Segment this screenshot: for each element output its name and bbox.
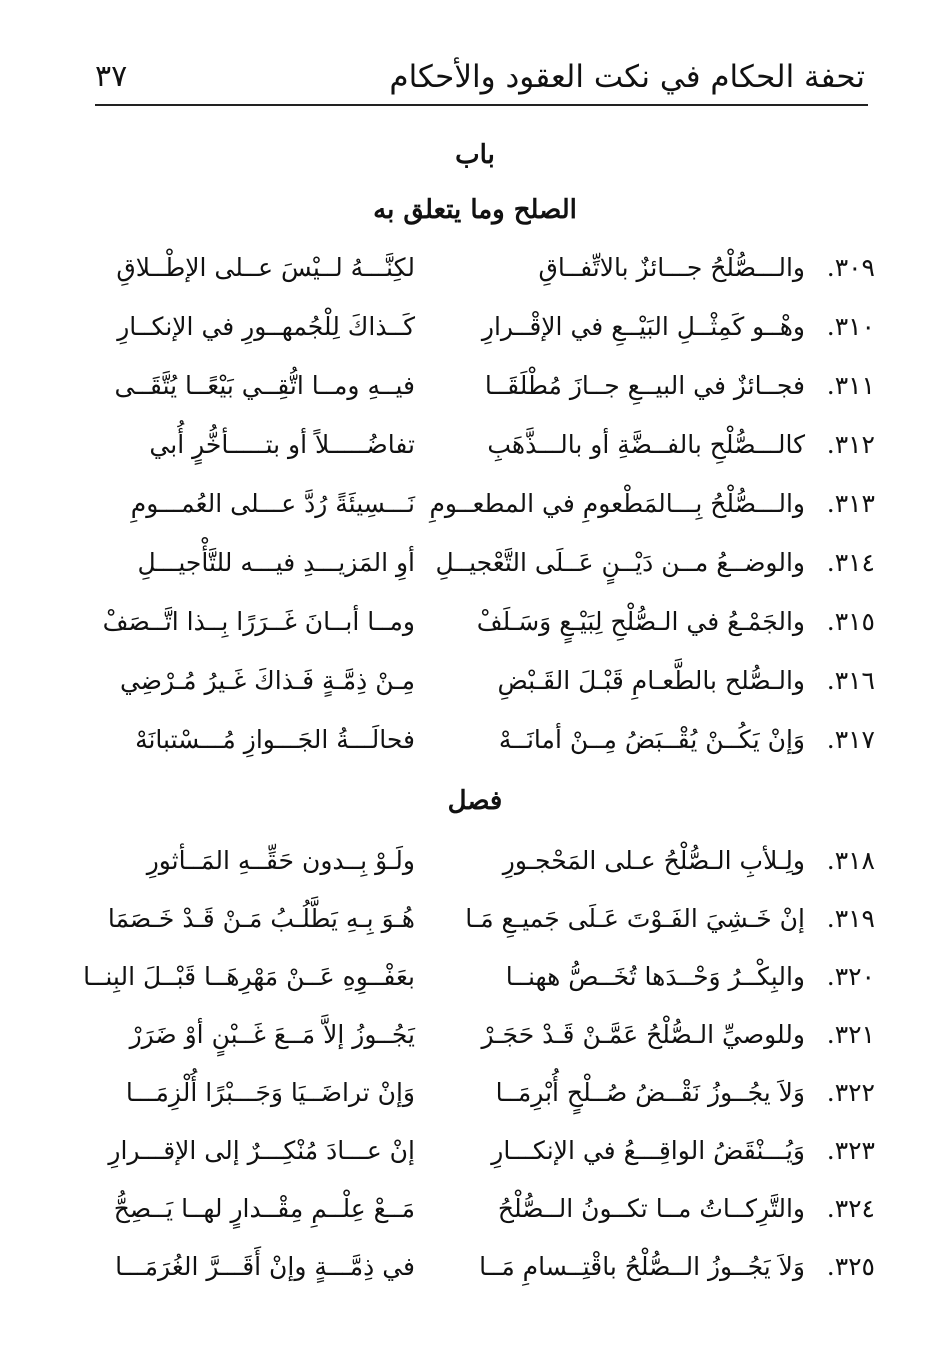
verse-number: ٣٢٥. <box>826 1251 875 1281</box>
verse-second-hemistich: مِـنْ ذِمَّـةٍ فَـذاكَ غَـيرُ مُـرْضِي <box>119 665 415 695</box>
verse-first-hemistich: وللوصيِّ الـصُّلْحُ عَمَّـنْ قَـدْ حَجَـرْ <box>481 1019 805 1049</box>
verse-line <box>95 840 875 880</box>
verse-number: ٣١٧. <box>826 724 875 754</box>
verse-second-hemistich: يَجُــوزُ إلاَّ مَــعَ غَــبْنٍ أوْ ضَرَرْ <box>129 1019 415 1049</box>
verse-line <box>95 1188 875 1228</box>
verse-line <box>83 956 875 996</box>
verse-line <box>95 542 875 582</box>
verse-number: ٣١٦. <box>826 665 875 695</box>
verse-line <box>95 719 875 759</box>
page-number: ٣٧ <box>95 59 128 94</box>
verse-second-hemistich: وَإنْ تراضَــيَا وَجَـــبْرًا أُلْزِمَـــا <box>125 1077 415 1107</box>
verse-line <box>95 1014 875 1054</box>
verse-line <box>95 601 875 641</box>
verse-second-hemistich: فيــهِ ومــا اتُّقِــي بَيْعًــا يُتَّقَــى <box>114 370 415 400</box>
verse-second-hemistich: هُـوَ بِـهِ يَطَّلُـبُ مَـنْ قَـدْ خَـصَمَا <box>107 903 415 933</box>
chapter-label: باب <box>455 140 495 170</box>
verse-line <box>95 898 875 938</box>
verse-line <box>95 306 875 346</box>
verse-first-hemistich: إنْ خَـشِيَ الفَـوْتَ عَـلَى جَميـعِ مَـا <box>465 903 805 933</box>
verse-line <box>95 1130 875 1170</box>
verse-second-hemistich: في ذِمَّـــةٍ وإنْ أَقَـــرَّ الغُرَمَـــا <box>115 1251 415 1281</box>
verse-first-hemistich: وهْــو كَمِثْــلِ البَيْــعِ في الإقْــرارِ <box>481 311 805 341</box>
verse-second-hemistich: بعَفْــوِهِ عَــنْ مَهْرِهَــا قَبْــلَ البِنــا <box>83 961 415 991</box>
verse-number: ٣٢٤. <box>826 1193 875 1223</box>
verse-line <box>95 483 875 523</box>
verse-number: ٣١١. <box>826 370 875 400</box>
verse-first-hemistich: والـصُّلح بالطَّعـامِ قَبْـلَ القَـبْضِ <box>497 665 805 695</box>
section-label: فصل <box>447 786 503 816</box>
header-rule <box>95 104 868 106</box>
verse-number: ٣١٢. <box>826 429 875 459</box>
verse-first-hemistich: والتَّرِكــاتُ مــا تكــونُ الــصُّلْحُ <box>497 1193 805 1223</box>
verse-number: ٣١٩. <box>826 903 875 933</box>
verse-first-hemistich: والوضــعُ مــن دَيْــنٍ عَــلَى التَّعْجيــلِ <box>435 547 805 577</box>
verse-first-hemistich: وَيُـــنْقَضُ الواقِـــعُ في الإنكـــارِ <box>491 1135 805 1165</box>
verse-line <box>95 660 875 700</box>
verse-first-hemistich: والـــصُّلْحُ جـــائزٌ بالاتِّفــاقِ <box>538 252 805 282</box>
verse-number: ٣٢٣. <box>826 1135 875 1165</box>
verse-second-hemistich: مَــعْ عِلْــمِ مِقْــدارٍ لهــا يَــصِحُّ <box>113 1193 415 1223</box>
verse-number: ٣١٤. <box>826 547 875 577</box>
verse-first-hemistich: ولِـلأبِ الـصُّلْحُ عـلى المَحْجـورِ <box>502 845 805 875</box>
verse-second-hemistich: تفاضُـــــلاً أو بتـــــأخُّرٍ أُبي <box>149 429 415 459</box>
verse-number: ٣٠٩. <box>826 252 875 282</box>
verse-second-hemistich: نَـــسِيئَةً رُدَّ عـــلى العُمـــومِ <box>130 488 415 518</box>
verse-second-hemistich: ولَـوْ بِــدون حَقِّــهِ المَــأثورِ <box>146 845 415 875</box>
verse-line <box>95 424 875 464</box>
verse-second-hemistich: ومــا أبــانَ غَــرَرًا بِــذا اتَّــصَفْ <box>102 606 415 636</box>
page-header <box>95 52 865 102</box>
verse-first-hemistich: والـــصُّلْحُ بِـــالمَطْعومِ في المطعــومِ <box>429 488 805 518</box>
chapter-title: الصلح وما يتعلق به <box>373 195 577 225</box>
verse-first-hemistich: كالـــصُّلْحِ بالفــضَّةِ أو بالـــذَّهَبِ <box>487 429 805 459</box>
verse-number: ٣١٣. <box>826 488 875 518</box>
verse-second-hemistich: لكِنَّـــهُ لــيْسَ عــلى الإطْــلاقِ <box>116 252 415 282</box>
verse-first-hemistich: والجَمْـعُ في الـصُّلْحِ لِبَيْـعٍ وَسَـلَفْ <box>476 606 805 636</box>
verse-number: ٣٢١. <box>826 1019 875 1049</box>
verse-second-hemistich: كَــذاكَ لِلْجُمهــورِ في الإنكــارِ <box>117 311 415 341</box>
running-title: تحفة الحكام في نكت العقود والأحكام <box>389 58 865 95</box>
verse-second-hemistich: فحالَـــةُ الجَـــوازِ مُـــسْتبانَهْ <box>135 724 415 754</box>
verse-line <box>95 1246 875 1286</box>
verse-second-hemistich: أوِ المَزيـــدِ فيـــه للتَّأْجيـــلِ <box>137 547 415 577</box>
verse-first-hemistich: وَلاَ يَجُــوزُ الــصُّلْحُ باقْتِــسامِ مَــا <box>479 1251 805 1281</box>
verse-number: ٣٢٠. <box>826 961 875 991</box>
verse-number: ٣١٠. <box>826 311 875 341</box>
verse-second-hemistich: إنْ عـــادَ مُنْكِـــرٌ إلى الإقـــرارِ <box>108 1135 415 1165</box>
verse-line <box>95 247 875 287</box>
verse-first-hemistich: والبِكْــرُ وَحْــدَها تُخَــصُّ ههنــا <box>505 961 805 991</box>
verse-line <box>95 365 875 405</box>
verse-line <box>95 1072 875 1112</box>
verse-number: ٣١٨. <box>826 845 875 875</box>
verse-number: ٣٢٢. <box>826 1077 875 1107</box>
verse-first-hemistich: وَإنْ يَكُــنْ يُقْــبَضُ مِــنْ أمانَــهْ <box>498 724 805 754</box>
verse-number: ٣١٥. <box>826 606 875 636</box>
verse-first-hemistich: فجــائزٌ في البيــعِ جــازَ مُطْلَقَــا <box>484 370 805 400</box>
verse-first-hemistich: وَلاَ يجُــوزُ نَقْــضُ صُــلْحٍ أُبْرِمَــا <box>495 1077 805 1107</box>
